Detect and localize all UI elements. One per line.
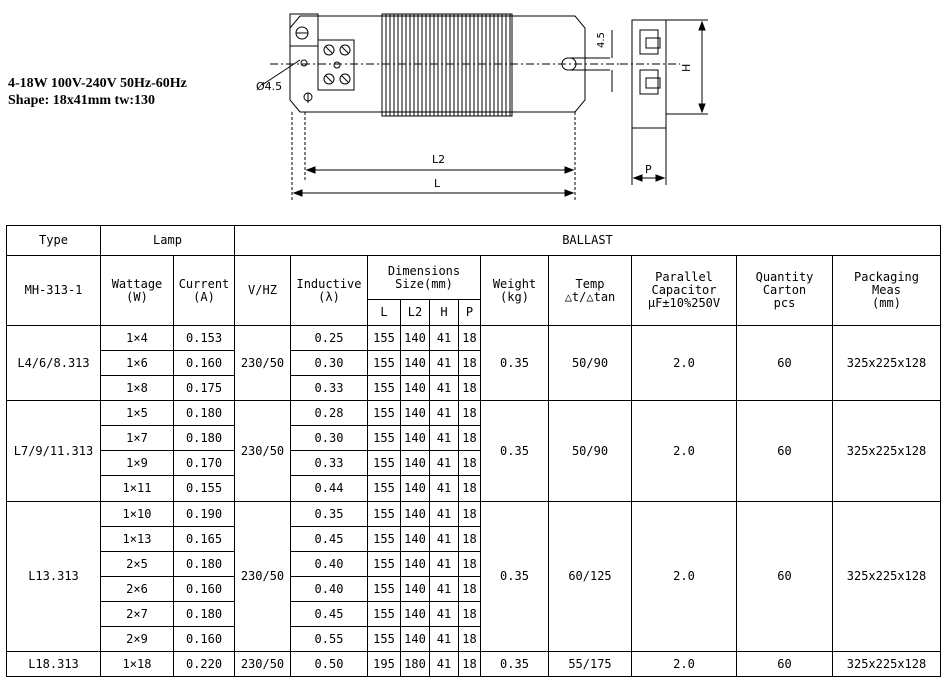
dim-l2-cell: 140: [401, 401, 430, 426]
dim-l-cell: 155: [368, 552, 401, 577]
current-cell: 0.170: [174, 451, 235, 476]
packaging-cell: 325x225x128: [833, 326, 941, 401]
dim-p-cell: 18: [459, 476, 481, 502]
ballast-technical-drawing: [0, 0, 952, 222]
dim-l2-cell: 140: [401, 451, 430, 476]
dim-l2-cell: 140: [401, 627, 430, 652]
wattage-cell: 1×9: [101, 451, 174, 476]
table-row: [7, 401, 941, 426]
dim-l-cell: 155: [368, 577, 401, 602]
dim-l2-cell: 180: [401, 652, 430, 677]
inductive-cell: 0.35: [291, 502, 368, 527]
wattage-cell: 1×10: [101, 502, 174, 527]
packaging-cell: 325x225x128: [833, 502, 941, 652]
header-wattage: Wattage (W): [101, 256, 174, 326]
quantity-cell: 60: [737, 502, 833, 652]
dim-p-cell: 18: [459, 326, 481, 351]
header-dim-h: H: [430, 300, 459, 326]
type-cell: L4/6/8.313: [7, 326, 101, 401]
wattage-cell: 2×6: [101, 577, 174, 602]
dim-l2-cell: 140: [401, 351, 430, 376]
capacitor-cell: 2.0: [632, 326, 737, 401]
dim-p-cell: 18: [459, 351, 481, 376]
dim-h-cell: 41: [430, 502, 459, 527]
vhz-cell: 230/50: [235, 502, 291, 652]
current-cell: 0.180: [174, 401, 235, 426]
dim-h-cell: 41: [430, 577, 459, 602]
dim-h-cell: 41: [430, 451, 459, 476]
dim-l-cell: 155: [368, 401, 401, 426]
vhz-cell: 230/50: [235, 326, 291, 401]
wattage-cell: 2×9: [101, 627, 174, 652]
wattage-cell: 1×7: [101, 426, 174, 451]
vhz-cell: 230/50: [235, 652, 291, 677]
gap-label: 4.5: [596, 32, 607, 48]
header-temp: Temp △t/△tan: [549, 256, 632, 326]
dim-h-cell: 41: [430, 552, 459, 577]
header-weight: Weight (kg): [481, 256, 549, 326]
inductive-cell: 0.45: [291, 527, 368, 552]
wattage-cell: 1×18: [101, 652, 174, 677]
weight-cell: 0.35: [481, 401, 549, 502]
dim-l2-cell: 140: [401, 527, 430, 552]
h-label: H: [680, 63, 693, 72]
dim-p-cell: 18: [459, 627, 481, 652]
header-model: MH-313-1: [7, 256, 101, 326]
dim-p-cell: 18: [459, 426, 481, 451]
dim-l-cell: 155: [368, 527, 401, 552]
l2-label: L2: [432, 153, 446, 166]
wattage-cell: 2×5: [101, 552, 174, 577]
current-cell: 0.160: [174, 627, 235, 652]
dim-p-cell: 18: [459, 652, 481, 677]
dim-l2-cell: 140: [401, 602, 430, 627]
dim-p-cell: 18: [459, 602, 481, 627]
weight-cell: 0.35: [481, 652, 549, 677]
inductive-cell: 0.30: [291, 351, 368, 376]
dim-h-cell: 41: [430, 426, 459, 451]
inductive-cell: 0.44: [291, 476, 368, 502]
capacitor-cell: 2.0: [632, 401, 737, 502]
header-lamp: Lamp: [101, 226, 235, 256]
dim-p-cell: 18: [459, 502, 481, 527]
header-dim-l: L: [368, 300, 401, 326]
wattage-cell: 1×8: [101, 376, 174, 401]
table-row: [7, 326, 941, 351]
wattage-cell: 2×7: [101, 602, 174, 627]
current-cell: 0.160: [174, 351, 235, 376]
l-label: L: [434, 177, 441, 190]
current-cell: 0.153: [174, 326, 235, 351]
packaging-cell: 325x225x128: [833, 401, 941, 502]
dim-h-cell: 41: [430, 401, 459, 426]
dim-p-cell: 18: [459, 451, 481, 476]
temp-cell: 55/175: [549, 652, 632, 677]
capacitor-cell: 2.0: [632, 502, 737, 652]
quantity-cell: 60: [737, 401, 833, 502]
spec-line-shape: Shape: 18x41mm tw:130: [8, 93, 155, 108]
header-dimensions: Dimensions Size(mm): [368, 256, 481, 300]
temp-cell: 50/90: [549, 401, 632, 502]
wattage-cell: 1×11: [101, 476, 174, 502]
table-row: [7, 652, 941, 677]
temp-cell: 50/90: [549, 326, 632, 401]
header-current: Current (A): [174, 256, 235, 326]
header-ballast: BALLAST: [235, 226, 941, 256]
dim-h-cell: 41: [430, 376, 459, 401]
current-cell: 0.165: [174, 527, 235, 552]
header-packaging: Packaging Meas (mm): [833, 256, 941, 326]
type-cell: L7/9/11.313: [7, 401, 101, 502]
dim-l-cell: 155: [368, 451, 401, 476]
vhz-cell: 230/50: [235, 401, 291, 502]
dim-l2-cell: 140: [401, 426, 430, 451]
weight-cell: 0.35: [481, 326, 549, 401]
dim-l2-cell: 140: [401, 552, 430, 577]
dim-h-cell: 41: [430, 602, 459, 627]
dim-l2-cell: 140: [401, 476, 430, 502]
inductive-cell: 0.33: [291, 451, 368, 476]
dim-h-cell: 41: [430, 351, 459, 376]
wattage-cell: 1×6: [101, 351, 174, 376]
current-cell: 0.180: [174, 552, 235, 577]
inductive-cell: 0.25: [291, 326, 368, 351]
inductive-cell: 0.50: [291, 652, 368, 677]
current-cell: 0.180: [174, 426, 235, 451]
dim-l2-cell: 140: [401, 326, 430, 351]
quantity-cell: 60: [737, 652, 833, 677]
table-body: [7, 326, 941, 677]
center-hole: [301, 60, 307, 66]
dim-l2-cell: 140: [401, 376, 430, 401]
inductive-cell: 0.28: [291, 401, 368, 426]
current-cell: 0.155: [174, 476, 235, 502]
dim-l-cell: 155: [368, 376, 401, 401]
dim-p-cell: 18: [459, 527, 481, 552]
header-capacitor: Parallel Capacitor μF±10%250V: [632, 256, 737, 326]
dim-l2-cell: 140: [401, 577, 430, 602]
spec-line-voltage: 4-18W 100V-240V 50Hz-60Hz: [8, 76, 187, 91]
current-cell: 0.190: [174, 502, 235, 527]
current-cell: 0.180: [174, 602, 235, 627]
inductive-cell: 0.33: [291, 376, 368, 401]
side-view-outline: [632, 20, 666, 128]
mounting-bracket: [290, 14, 318, 46]
temp-cell: 60/125: [549, 502, 632, 652]
inductive-cell: 0.40: [291, 577, 368, 602]
dim-h-cell: 41: [430, 527, 459, 552]
dim-h-cell: 41: [430, 476, 459, 502]
p-label: P: [645, 163, 652, 176]
inductive-cell: 0.40: [291, 552, 368, 577]
wattage-cell: 1×4: [101, 326, 174, 351]
dim-l-cell: 155: [368, 476, 401, 502]
weight-cell: 0.35: [481, 502, 549, 652]
inductive-cell: 0.55: [291, 627, 368, 652]
current-cell: 0.220: [174, 652, 235, 677]
dim-l-cell: 195: [368, 652, 401, 677]
dim-l-cell: 155: [368, 627, 401, 652]
wattage-cell: 1×13: [101, 527, 174, 552]
dim-p-cell: 18: [459, 376, 481, 401]
diameter-label: Ø4.5: [256, 80, 283, 93]
current-cell: 0.160: [174, 577, 235, 602]
wattage-cell: 1×5: [101, 401, 174, 426]
dim-p-cell: 18: [459, 401, 481, 426]
dim-l-cell: 155: [368, 326, 401, 351]
header-dim-l2: L2: [401, 300, 430, 326]
current-cell: 0.175: [174, 376, 235, 401]
capacitor-cell: 2.0: [632, 652, 737, 677]
inductive-cell: 0.30: [291, 426, 368, 451]
header-vhz: V/HZ: [235, 256, 291, 326]
header-quantity: Quantity Carton pcs: [737, 256, 833, 326]
header-inductive: Inductive (λ): [291, 256, 368, 326]
dim-l-cell: 155: [368, 502, 401, 527]
dim-p-cell: 18: [459, 552, 481, 577]
ballast-spec-table: [6, 225, 941, 677]
dim-l-cell: 155: [368, 426, 401, 451]
type-cell: L13.313: [7, 502, 101, 652]
dim-h-cell: 41: [430, 326, 459, 351]
dim-l2-cell: 140: [401, 502, 430, 527]
dim-h-cell: 41: [430, 652, 459, 677]
type-cell: L18.313: [7, 652, 101, 677]
dim-l-cell: 155: [368, 602, 401, 627]
dim-h-cell: 41: [430, 627, 459, 652]
packaging-cell: 325x225x128: [833, 652, 941, 677]
quantity-cell: 60: [737, 326, 833, 401]
table-row: [7, 502, 941, 527]
inductive-cell: 0.45: [291, 602, 368, 627]
dim-l-cell: 155: [368, 351, 401, 376]
header-type: Type: [7, 226, 101, 256]
header-dim-p: P: [459, 300, 481, 326]
dim-p-cell: 18: [459, 577, 481, 602]
